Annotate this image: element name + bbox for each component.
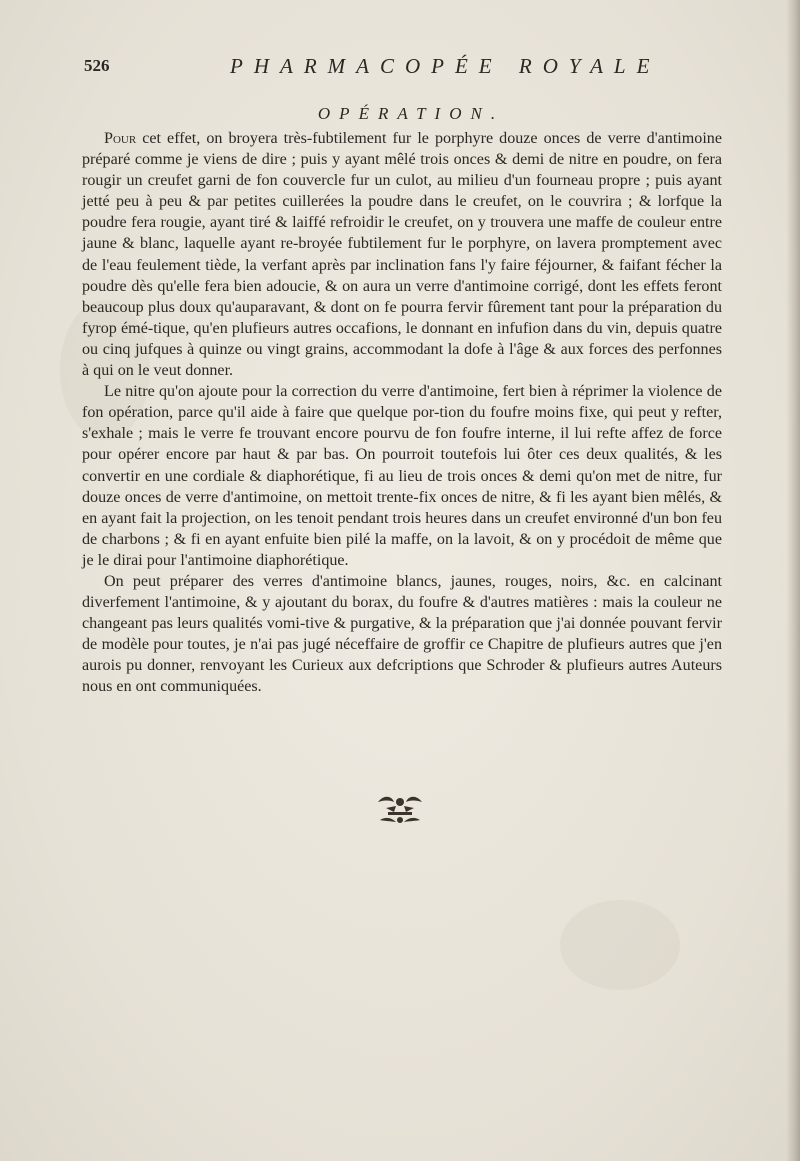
paper-stain [560,900,680,990]
paragraph-1 [82,128,722,381]
section-title: OPÉRATION. [317,104,505,123]
page-edge-shadow [786,0,800,1161]
fleuron-ornament [370,790,430,830]
paragraph-3-text: On peut préparer des verres d'antimoine blancs, jaunes, rouges, noirs, &c. en calcinant diverfement l'antimoine, & y ajoutant du borax, du foufre & d'autres matières : mais la couleur ne changeant pas leurs qualités vomi-tive & purgative, & la préparation que j'ai donnée pouvant fervir de modèle pour toutes, je n'ai pas jugé néceffaire de groffir ce Chapitre de plufieurs autres que j'en aurois pu donner, renvoyant les Curieux aux defcriptions que Schroder & plufieurs autres Auteurs nous en ont communiquées. [82,572,722,696]
paragraph-1-first-word: Pour [104,130,137,147]
paragraph-1-text: cet effet, on broyera très-fubtilement fur le porphyre douze onces de verre d'antimoine préparé comme je viens de dire ; puis y ayant mêlé trois onces & demi de nitre en poudre, on fera rougir un creufet garni de fon couvercle fur un culot, au milieu d'un fourneau propre ; puis ayant jetté peu à peu & par petites cuillerées la poudre dans le creufet, on le couvrira ; & lorfque la poudre fera rougie, ayant tiré & laiffé refroidir le creufet, on y trouvera une maffe de couleur entre jaune & blanc, laquelle ayant re-broyée fubtilement fur le porphyre, on lavera promptement avec de l'eau feulement tiède, la verfant après par inclination fans l'y faire féjourner, & faifant fécher la poudre dès qu'elle fera bien adoucie, & on aura un verre d'antimoine corrigé, dont les effets feront beaucoup plus doux qu'auparavant, & dont on fe pourra fervir fûrement tant pour la préparation du fyrop émé-tique, qu'en plufieurs autres occafions, le donnant en infufion dans du vin, depuis quatre ou cinq jufques à quinze ou vingt grains, accommodant la dofe à l'âge & aux forces des perfonnes à qui on le veut donner. [82,130,722,380]
running-head-title: PHARMACOPÉE ROYALE [230,54,661,78]
running-head [84,54,724,84]
page-number: 526 [84,56,110,75]
text-body [82,128,722,698]
paragraph-2-text: Le nitre qu'on ajoute pour la correction du verre d'antimoine, fert bien à réprimer la violence de fon opération, parce qu'il aide à faire que quelque por-tion du foufre moins fixe, qui peut y refter, s'exhale ; mais le verre fe trouvant encore pourvu de fon foufre interne, il lui refte affez de force pour opérer encore par haut & par bas. On pourroit toutefois lui ôter ces deux qualités, & les convertir en une cordiale & diaphorétique, fi au lieu de trois onces & demi qu'on met de nitre, fur douze onces de verre d'antimoine, on mettoit trente-fix onces de nitre, & fi les ayant bien mêlés, & en ayant fait la projection, on les tenoit pendant trois heures dans un creufet environné d'un bon feu de charbons ; & fi en ayant enfuite bien pilé la maffe, on la lavoit, & on y procédoit de même que je le dirai pour l'antimoine diaphorétique. [82,383,722,569]
paragraph-3 [82,571,722,698]
paragraph-2 [82,381,722,571]
